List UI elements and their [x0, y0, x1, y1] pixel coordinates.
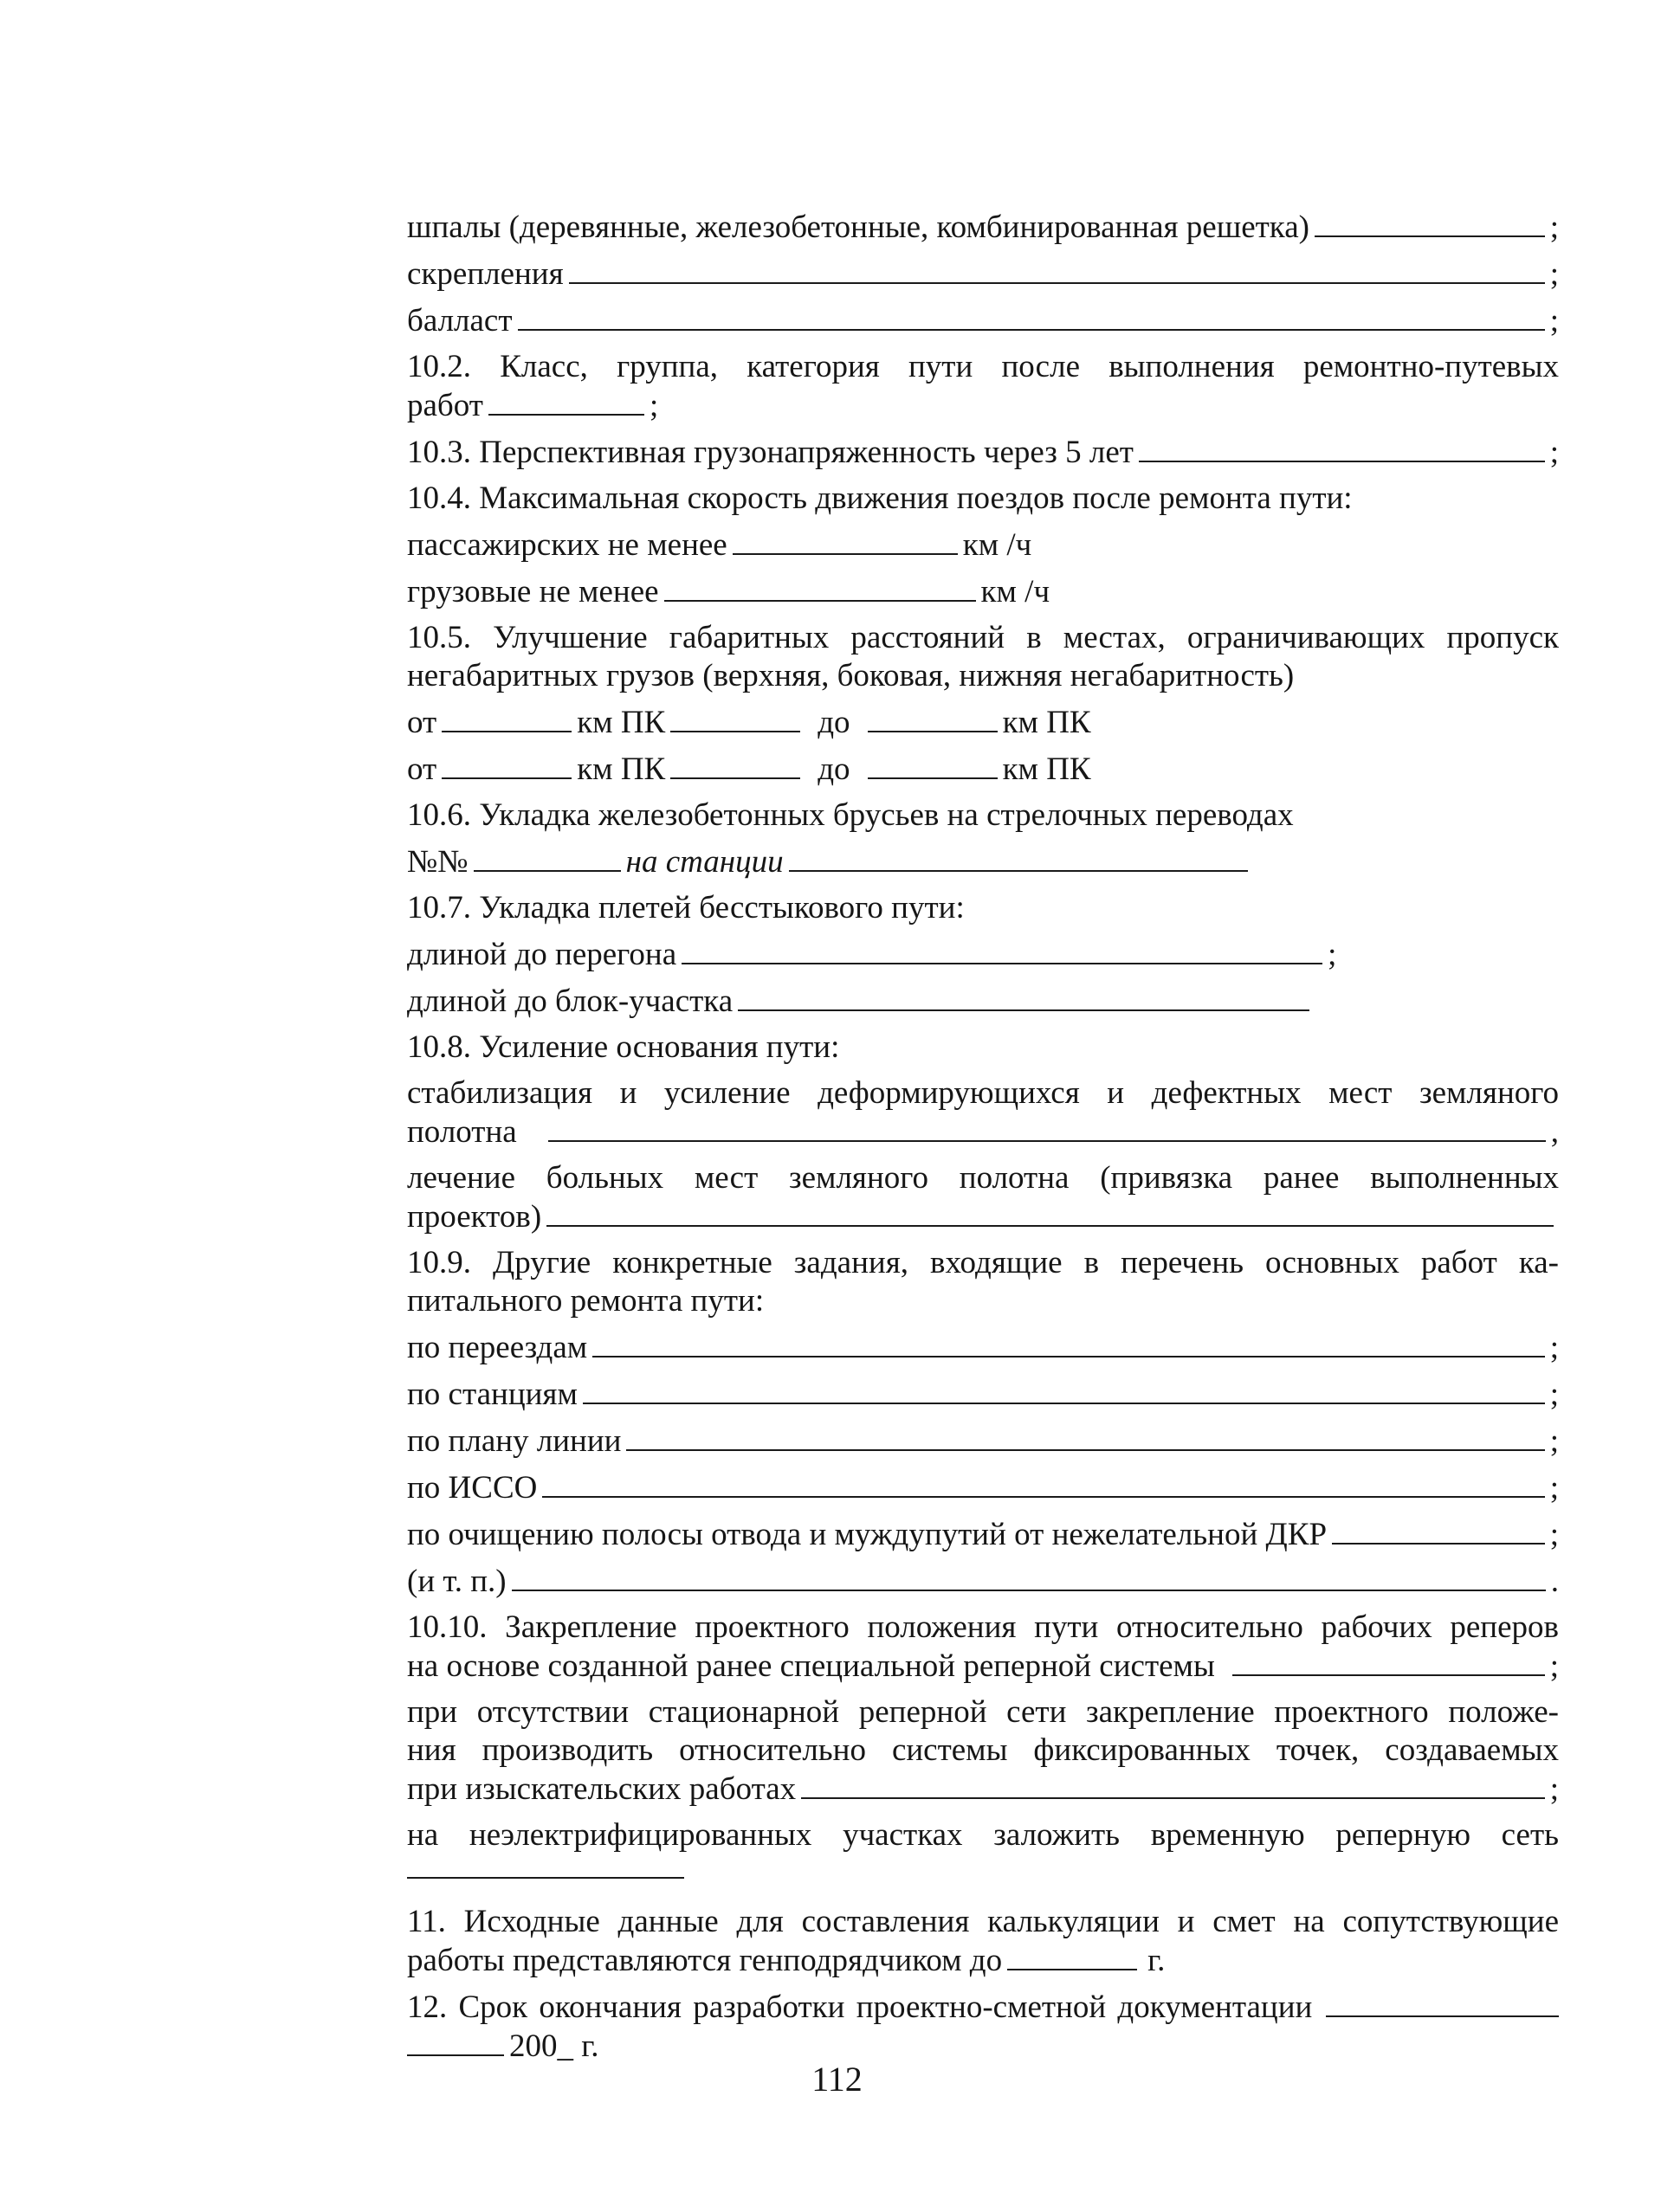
blank-ballast[interactable]	[518, 301, 1545, 331]
line-ot-2	[407, 750, 1559, 789]
punct: ,	[1550, 1114, 1559, 1150]
punct: ;	[1549, 256, 1559, 292]
label-lech-b: проектов)	[407, 1199, 542, 1235]
label-itp: (и т. п.)	[407, 1564, 507, 1599]
blank-passazh[interactable]	[733, 526, 958, 555]
blank-12-b[interactable]	[407, 2027, 504, 2056]
label-dlina-blok: длиной до блок-участка	[407, 983, 734, 1019]
label-do: до	[818, 751, 850, 787]
blank-shpaly[interactable]	[1315, 208, 1545, 237]
label-12-b: 200_ г.	[509, 2028, 599, 2064]
item-10-5	[407, 619, 1559, 695]
label-ballast: балласт	[407, 303, 513, 339]
line-ot-1	[407, 703, 1559, 742]
blank-itp[interactable]	[512, 1562, 1546, 1591]
item-lech	[407, 1159, 1559, 1236]
label-10-7: 10.7. Укладка плетей бесстыкового пути:	[407, 890, 965, 925]
label-km-pk: км ПК	[1002, 751, 1091, 787]
blank-na-stancii[interactable]	[789, 842, 1248, 872]
line-isso	[407, 1468, 1559, 1507]
label-km-pk: км ПК	[1002, 705, 1091, 740]
blank-12-a[interactable]	[1326, 1988, 1559, 2017]
punct: ;	[1549, 1330, 1559, 1365]
punct: ;	[1549, 1517, 1559, 1552]
blank-stab[interactable]	[548, 1112, 1546, 1142]
label-na-stancii: на станции	[625, 844, 784, 880]
blank-11[interactable]	[1007, 1941, 1137, 1970]
line-stab-b	[407, 1112, 1559, 1151]
text-lech-a: лечение больных мест земляного полотна (привязка ранее выполненных	[407, 1160, 1559, 1196]
item-10-2	[407, 348, 1559, 425]
line-10-8	[407, 1029, 1559, 1067]
text-11-a: 11. Исходные данные для составления калькуляции и смет на сопутствующие	[407, 1904, 1559, 1939]
text-10-9-a: 10.9. Другие конкретные задания, входящие в перечень основных работ ка-	[407, 1245, 1559, 1280]
item-stab	[407, 1074, 1559, 1151]
blank-ot-pk-2[interactable]	[670, 750, 800, 779]
label-do: до	[818, 705, 850, 740]
text-10-5-a: 10.5. Улучшение габаритных расстояний в местах, ограничивающих пропуск	[407, 620, 1559, 655]
label-11-end: г.	[1147, 1943, 1166, 1978]
label-km-pk: км ПК	[577, 705, 666, 740]
punct: ;	[1549, 435, 1559, 470]
line-ballast	[407, 301, 1559, 340]
blank-ochist[interactable]	[1332, 1515, 1545, 1545]
punct: ;	[1549, 1470, 1559, 1506]
label-10-4: 10.4. Максимальная скорость движения поездов после ремонта пути:	[407, 480, 1353, 516]
unit-kmh: км /ч	[962, 527, 1032, 563]
line-gruz	[407, 572, 1559, 611]
blank-do-km-2[interactable]	[868, 750, 998, 779]
label-pri-c: при изыскательских работах	[407, 1771, 797, 1807]
page-number: 112	[811, 2060, 863, 2099]
label-stab-b: полотна	[407, 1114, 517, 1150]
item-12	[407, 1988, 1559, 2066]
blank-do-km-1[interactable]	[868, 703, 998, 732]
punct: ;	[1549, 210, 1559, 245]
line-10-4	[407, 480, 1559, 518]
punct: ;	[1549, 1648, 1559, 1684]
punct: ;	[1549, 1423, 1559, 1459]
line-itp	[407, 1562, 1559, 1601]
blank-ot-km-2[interactable]	[442, 750, 572, 779]
text-10-5-b: негабаритных грузов (верхняя, боковая, нижняя негабаритность)	[407, 658, 1295, 693]
label-passazh: пассажирских не менее	[407, 527, 727, 563]
punct: .	[1550, 1564, 1559, 1599]
line-dlina-peregon	[407, 935, 1559, 974]
label-gruz: грузовые не менее	[407, 574, 659, 609]
text-stab-a: стабилизация и усиление деформирующихся и дефектных мест земляного	[407, 1075, 1559, 1111]
label-10-3: 10.3. Перспективная грузонапряженность через 5 лет	[407, 435, 1134, 470]
label-stancii: по станциям	[407, 1377, 578, 1412]
blank-10-3[interactable]	[1139, 433, 1545, 462]
label-11-b: работы представляются генподрядчиком до	[407, 1943, 1003, 1978]
label-10-2-b: работ	[407, 388, 483, 423]
punct: ;	[1549, 1377, 1559, 1412]
item-11	[407, 1903, 1559, 1980]
text-10-10-a: 10.10. Закрепление проектного положения пути относительно рабочих реперов	[407, 1609, 1559, 1645]
label-ot: от	[407, 751, 437, 787]
label-plan: по плану линии	[407, 1423, 622, 1459]
blank-dlina-peregon[interactable]	[682, 935, 1322, 964]
unit-kmh: км /ч	[980, 574, 1050, 609]
blank-stancii[interactable]	[583, 1375, 1545, 1404]
blank-skrepleniya[interactable]	[569, 255, 1545, 284]
blank-plan[interactable]	[626, 1422, 1544, 1451]
blank-10-2[interactable]	[488, 386, 644, 416]
line-dlina-blok	[407, 982, 1559, 1021]
line-lech-b	[407, 1197, 1559, 1236]
label-12-a: 12. Срок окончания разработки проектно-сметной документации	[407, 1990, 1313, 2025]
blank-pereezdy[interactable]	[592, 1328, 1545, 1358]
blank-dlina-blok[interactable]	[738, 982, 1309, 1011]
label-ot: от	[407, 705, 437, 740]
label-pereezdy: по переездам	[407, 1330, 588, 1365]
text-pri-b: ния производить относительно системы фиксированных точек, создаваемых	[407, 1732, 1559, 1768]
text-neel: на неэлектрифицированных участках заложить временную реперную сеть	[407, 1817, 1559, 1853]
label-nn: №№	[407, 844, 469, 880]
line-plan	[407, 1422, 1559, 1461]
text-pri-a: при отсутствии стационарной реперной сети закрепление проектного положе-	[407, 1694, 1559, 1730]
punct: ;	[1328, 937, 1337, 972]
line-shpaly	[407, 208, 1559, 247]
item-pri	[407, 1693, 1559, 1809]
label-10-10-b: на основе созданной ранее специальной реперной системы	[407, 1648, 1215, 1684]
blank-isso[interactable]	[542, 1468, 1544, 1498]
text-10-9-b: питального ремонта пути:	[407, 1283, 765, 1319]
line-skrepleniya	[407, 255, 1559, 293]
item-neel	[407, 1816, 1559, 1854]
line-10-10-b	[407, 1647, 1559, 1686]
line-10-3	[407, 433, 1559, 472]
punct: ;	[1549, 303, 1559, 339]
label-10-6: 10.6. Укладка железобетонных брусьев на стрелочных переводах	[407, 797, 1294, 833]
label-isso: по ИССО	[407, 1470, 538, 1506]
blank-nn[interactable]	[474, 842, 621, 872]
label-skrepleniya: скрепления	[407, 256, 564, 292]
punct: ;	[1549, 1771, 1559, 1807]
line-12-a	[407, 1988, 1559, 2027]
blank-pri[interactable]	[801, 1770, 1545, 1799]
item-10-9	[407, 1244, 1559, 1320]
line-nn	[407, 842, 1559, 881]
blank-ot-km-1[interactable]	[442, 703, 572, 732]
punct: ;	[649, 388, 659, 423]
line-10-6	[407, 796, 1559, 835]
separator-line[interactable]	[407, 1877, 684, 1879]
line-pri-c	[407, 1770, 1559, 1809]
blank-10-10[interactable]	[1232, 1647, 1545, 1676]
label-ochist: по очищению полосы отвода и муждупутий от нежелательной ДКР	[407, 1517, 1328, 1552]
label-10-8: 10.8. Усиление основания пути:	[407, 1029, 840, 1065]
line-11-b	[407, 1941, 1559, 1980]
line-10-7	[407, 889, 1559, 927]
line-ochist	[407, 1515, 1559, 1554]
item-10-10	[407, 1609, 1559, 1686]
line-passazh	[407, 526, 1559, 564]
label-shpaly: шпалы (деревянные, железобетонные, комбинированная решетка)	[407, 210, 1309, 245]
blank-gruz[interactable]	[664, 572, 976, 602]
blank-ot-pk-1[interactable]	[670, 703, 800, 732]
label-km-pk: км ПК	[577, 751, 666, 787]
blank-lech[interactable]	[546, 1197, 1554, 1227]
text-10-2-a: 10.2. Класс, группа, категория пути после выполнения ремонтно-путевых	[407, 349, 1559, 384]
line-10-2-b	[407, 386, 1559, 425]
form-body	[407, 208, 1559, 2073]
line-stancii	[407, 1375, 1559, 1414]
label-dlina-peregon: длиной до перегона	[407, 937, 677, 972]
line-pereezdy	[407, 1328, 1559, 1367]
